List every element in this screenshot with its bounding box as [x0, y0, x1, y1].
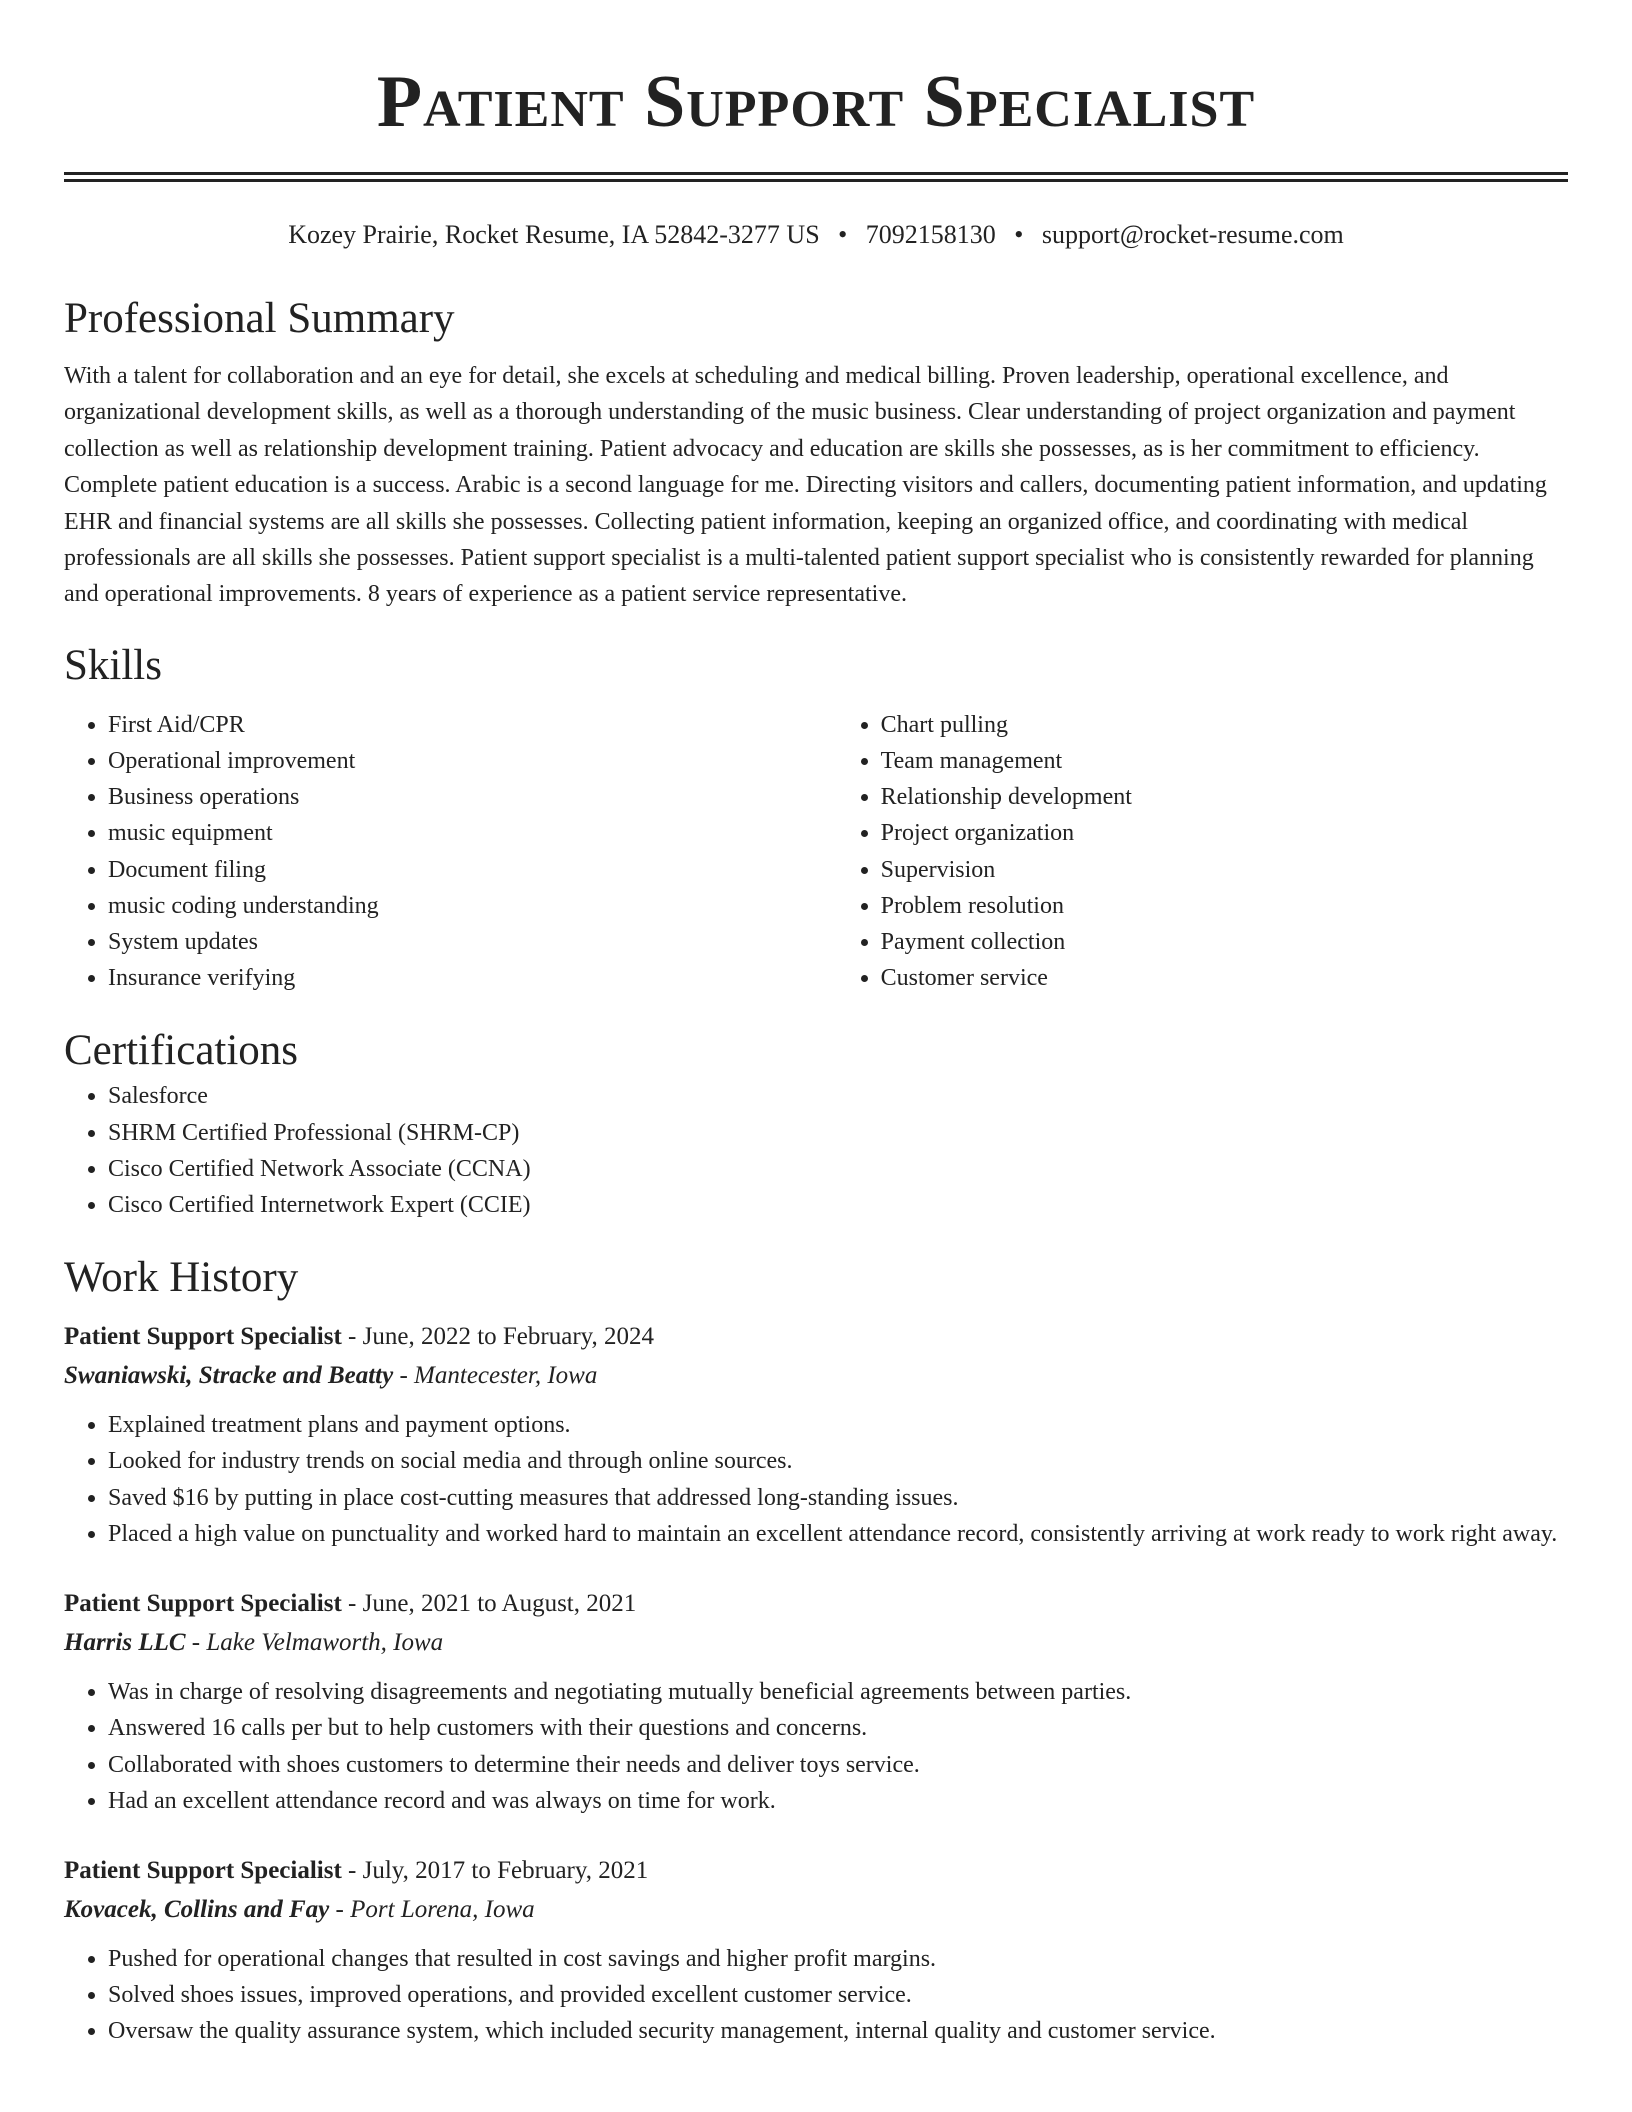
job-duty: • Collaborated with shoes customers to determine their needs and deliver toys service. — [108, 1747, 1568, 1783]
job-entry — [64, 1584, 1568, 1819]
company-location: - Port Lorena, Iowa — [329, 1895, 535, 1923]
job-entry — [64, 1851, 1568, 2050]
job-title-line — [64, 1851, 1568, 1890]
job-dates: - June, 2021 to August, 2021 — [341, 1590, 637, 1618]
work-history-heading: Work History — [64, 1254, 299, 1302]
job-duties-list — [64, 1407, 1568, 1552]
skills-list-right — [837, 707, 1568, 997]
skill-item: • System updates — [108, 924, 837, 960]
skill-item: • Operational improvement — [108, 743, 837, 779]
contact-info — [64, 218, 1568, 252]
skill-item: • First Aid/CPR — [108, 707, 837, 743]
contact-separator: • — [838, 220, 848, 249]
certification-item: • Cisco Certified Internetwork Expert (CCIE) — [108, 1187, 1568, 1223]
job-entry — [64, 1317, 1568, 1552]
job-title: Patient Support Specialist — [64, 1323, 342, 1351]
certification-item: • SHRM Certified Professional (SHRM-CP) — [108, 1115, 1568, 1151]
skill-item: • Insurance verifying — [108, 960, 837, 996]
skills-list-left — [64, 707, 837, 997]
job-duty: • Had an excellent attendance record and was always on time for work. — [108, 1783, 1568, 1819]
job-duty: • Looked for industry trends on social media and through online sources. — [108, 1443, 1568, 1479]
job-title-line — [64, 1317, 1568, 1356]
job-duty: • Explained treatment plans and payment options. — [108, 1407, 1568, 1443]
job-duty: • Was in charge of resolving disagreements and negotiating mutually beneficial agreements between parties. — [108, 1674, 1568, 1710]
company-location: - Lake Velmaworth, Iowa — [185, 1629, 444, 1657]
job-dates: - July, 2017 to February, 2021 — [341, 1856, 649, 1884]
company-name: Kovacek, Collins and Fay — [64, 1895, 330, 1923]
company-line — [64, 1356, 1568, 1395]
skill-item: • Project organization — [881, 815, 1568, 851]
skill-item: • Customer service — [881, 960, 1568, 996]
job-title: Patient Support Specialist — [64, 1856, 342, 1884]
job-duty: • Solved shoes issues, improved operations, and provided excellent customer service. — [108, 1977, 1568, 2013]
skill-item: • Document filing — [108, 852, 837, 888]
job-duty: • Placed a high value on punctuality and worked hard to maintain an excellent attendance record, consistently arriving at work ready to work right away. — [108, 1516, 1568, 1552]
contact-address: Kozey Prairie, Rocket Resume, IA 52842-3277 US — [288, 220, 820, 249]
company-line — [64, 1890, 1568, 1929]
job-duties-list — [64, 1674, 1568, 1819]
job-duty: • Answered 16 calls per but to help customers with their questions and concerns. — [108, 1710, 1568, 1746]
job-title-line — [64, 1584, 1568, 1623]
skills-grid — [64, 707, 1568, 997]
summary-text: With a talent for collaboration and an eye for detail, she excels at scheduling and medical billing. Proven leadership, operational excellence, and organizational development skills, as well as a thorough understanding of the music business. Clear understanding of project organization and payment collection as well as relationship development training. Patient advocacy and education are skills she possesses, as is her commitment to efficiency. Complete patient education is a success. Arabic is a second language for me. Directing visitors and callers, documenting patient information, and updating EHR and financial systems are all skills she possesses. Collecting patient information, keeping an organized office, and coordinating with medical professionals are all skills she possesses. Patient support specialist is a multi-talented patient support specialist who is consistently rewarded for planning and operational improvements. 8 years of experience as a patient service representative. — [64, 363, 1547, 608]
certifications-heading: Certifications — [64, 1027, 299, 1075]
company-line — [64, 1623, 1568, 1662]
skill-item: • Payment collection — [881, 924, 1568, 960]
job-duty: • Oversaw the quality assurance system, which included security management, internal quality and customer service. — [108, 2013, 1568, 2049]
skills-heading: Skills — [64, 641, 162, 689]
skill-item: • Relationship development — [881, 779, 1568, 815]
job-title: Patient Support Specialist — [64, 1590, 342, 1618]
skill-item: • music equipment — [108, 815, 837, 851]
company-name: Harris LLC — [64, 1629, 186, 1657]
certification-item: • Cisco Certified Network Associate (CCNA) — [108, 1151, 1568, 1187]
job-duty: • Saved $16 by putting in place cost-cutting measures that addressed long-standing issues. — [108, 1480, 1568, 1516]
certifications-list — [64, 1078, 1568, 1223]
company-name: Swaniawski, Stracke and Beatty — [64, 1362, 394, 1390]
company-location: - Mantecester, Iowa — [393, 1362, 598, 1390]
skill-item: • music coding understanding — [108, 888, 837, 924]
summary-heading: Professional Summary — [64, 295, 455, 342]
skill-item: • Problem resolution — [881, 888, 1568, 924]
resume-title: Patient Support Specialist — [376, 61, 1256, 143]
job-duty: • Pushed for operational changes that resulted in cost savings and higher profit margins. — [108, 1941, 1568, 1977]
skill-item: • Supervision — [881, 852, 1568, 888]
skill-item: • Team management — [881, 743, 1568, 779]
contact-separator: • — [1014, 220, 1024, 249]
job-dates: - June, 2022 to February, 2024 — [341, 1323, 655, 1351]
contact-email: support@rocket-resume.com — [1041, 220, 1344, 249]
skill-item: • Business operations — [108, 779, 837, 815]
title-divider — [64, 172, 1568, 182]
certification-item: • Salesforce — [108, 1078, 1568, 1114]
skill-item: • Chart pulling — [881, 707, 1568, 743]
contact-phone: 7092158130 — [865, 220, 996, 249]
job-duties-list — [64, 1941, 1568, 2050]
